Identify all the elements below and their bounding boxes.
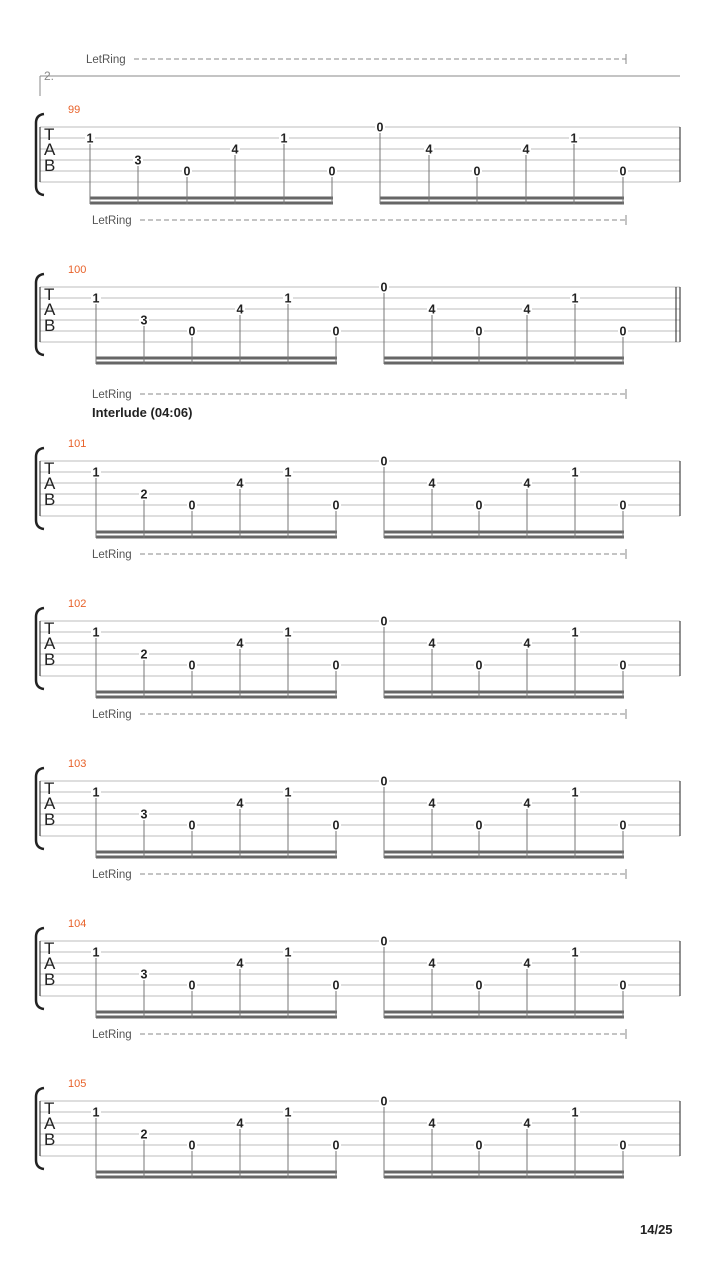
fret-number: 1 — [284, 785, 292, 800]
fret-number: 1 — [284, 1105, 292, 1120]
fret-number: 0 — [380, 934, 388, 949]
let-ring-label: LetRing — [92, 1029, 132, 1041]
fret-number: 1 — [284, 625, 292, 640]
let-ring-label: LetRing — [92, 549, 132, 561]
fret-number: 0 — [475, 324, 483, 339]
fret-number: 0 — [475, 818, 483, 833]
fret-number: 0 — [619, 818, 627, 833]
fret-number: 1 — [571, 465, 579, 480]
tab-clef-letter: B — [44, 650, 56, 669]
fret-number: 0 — [376, 120, 384, 135]
tab-clef-letter: T — [44, 459, 55, 478]
fret-number: 0 — [380, 774, 388, 789]
fret-number: 1 — [92, 945, 100, 960]
tab-clef-letter: B — [44, 1130, 56, 1149]
fret-number: 0 — [475, 978, 483, 993]
fret-number: 1 — [92, 465, 100, 480]
fret-number: 2 — [140, 647, 148, 662]
let-ring-label: LetRing — [92, 215, 132, 227]
let-ring-label: LetRing — [86, 54, 126, 66]
tab-clef-letter: T — [44, 779, 55, 798]
beam — [96, 531, 337, 534]
fret-number: 1 — [571, 945, 579, 960]
fret-number: 1 — [92, 625, 100, 640]
beam — [96, 691, 337, 694]
fret-number: 0 — [183, 164, 191, 179]
beam — [384, 362, 624, 365]
beam — [384, 696, 624, 699]
fret-number: 0 — [380, 454, 388, 469]
tab-clef-letter: T — [44, 619, 55, 638]
fret-number: 1 — [284, 465, 292, 480]
page-number: 14/25 — [640, 1222, 673, 1237]
tab-clef-letter: B — [44, 316, 56, 335]
fret-number: 0 — [188, 324, 196, 339]
fret-number: 0 — [380, 1094, 388, 1109]
fret-number: 4 — [428, 956, 436, 971]
let-ring-label: LetRing — [92, 869, 132, 881]
fret-number: 1 — [92, 785, 100, 800]
fret-number: 0 — [619, 978, 627, 993]
fret-number: 0 — [619, 164, 627, 179]
fret-number: 0 — [619, 324, 627, 339]
fret-number: 4 — [523, 476, 531, 491]
fret-number: 1 — [280, 131, 288, 146]
fret-number: 4 — [236, 302, 244, 317]
beam — [384, 1016, 624, 1019]
fret-number: 1 — [570, 131, 578, 146]
beam — [380, 202, 624, 205]
fret-number: 0 — [332, 658, 340, 673]
tab-clef-letter: A — [44, 474, 56, 493]
beam — [96, 1016, 337, 1019]
fret-number: 0 — [380, 280, 388, 295]
tab-clef-letter: T — [44, 939, 55, 958]
tab-clef-letter: A — [44, 794, 56, 813]
tab-clef-letter: B — [44, 810, 56, 829]
beam — [384, 357, 624, 360]
beam — [96, 357, 337, 360]
beam — [90, 197, 333, 200]
beam — [384, 1171, 624, 1174]
beam — [96, 536, 337, 539]
beam — [380, 197, 624, 200]
fret-number: 4 — [231, 142, 239, 157]
fret-number: 4 — [425, 142, 433, 157]
fret-number: 1 — [92, 1105, 100, 1120]
beam — [384, 851, 624, 854]
measure-number: 104 — [68, 918, 87, 930]
fret-number: 4 — [236, 796, 244, 811]
tab-clef-letter: T — [44, 1099, 55, 1118]
tab-clef-letter: A — [44, 954, 56, 973]
beam — [384, 531, 624, 534]
fret-number: 0 — [188, 498, 196, 513]
beam — [96, 1171, 337, 1174]
fret-number: 0 — [475, 1138, 483, 1153]
fret-number: 4 — [428, 796, 436, 811]
fret-number: 1 — [284, 945, 292, 960]
fret-number: 0 — [619, 658, 627, 673]
tab-clef-letter: A — [44, 140, 56, 159]
fret-number: 4 — [236, 636, 244, 651]
beam — [384, 1011, 624, 1014]
measure-number: 100 — [68, 264, 87, 276]
volta-label: 2. — [44, 69, 55, 83]
fret-number: 1 — [92, 291, 100, 306]
fret-number: 4 — [236, 1116, 244, 1131]
beam — [96, 1176, 337, 1179]
beam — [96, 1011, 337, 1014]
let-ring-label: LetRing — [92, 389, 132, 401]
fret-number: 1 — [571, 785, 579, 800]
tab-clef-letter: A — [44, 634, 56, 653]
fret-number: 1 — [571, 1105, 579, 1120]
fret-number: 4 — [428, 302, 436, 317]
tab-clef-letter: B — [44, 490, 56, 509]
beam — [384, 691, 624, 694]
fret-number: 3 — [140, 313, 148, 328]
fret-number: 1 — [571, 625, 579, 640]
fret-number: 0 — [332, 978, 340, 993]
fret-number: 0 — [475, 658, 483, 673]
tab-clef-letter: B — [44, 970, 56, 989]
measure-number: 103 — [68, 758, 87, 770]
beam — [96, 856, 337, 859]
beam — [90, 202, 333, 205]
fret-number: 4 — [523, 796, 531, 811]
fret-number: 4 — [522, 142, 530, 157]
fret-number: 0 — [332, 498, 340, 513]
fret-number: 4 — [523, 1116, 531, 1131]
measure-number: 102 — [68, 598, 87, 610]
fret-number: 0 — [332, 1138, 340, 1153]
fret-number: 0 — [188, 658, 196, 673]
tab-clef-letter: B — [44, 156, 56, 175]
measure-number: 105 — [68, 1078, 87, 1090]
fret-number: 0 — [188, 1138, 196, 1153]
fret-number: 0 — [332, 324, 340, 339]
beam — [96, 696, 337, 699]
fret-number: 4 — [428, 1116, 436, 1131]
beam — [96, 851, 337, 854]
fret-number: 0 — [332, 818, 340, 833]
fret-number: 0 — [475, 498, 483, 513]
fret-number: 4 — [236, 956, 244, 971]
beam — [384, 856, 624, 859]
tab-clef-letter: A — [44, 300, 56, 319]
fret-number: 1 — [284, 291, 292, 306]
measure-number: 101 — [68, 438, 87, 450]
fret-number: 0 — [188, 818, 196, 833]
fret-number: 3 — [140, 807, 148, 822]
let-ring-label: LetRing — [92, 709, 132, 721]
fret-number: 0 — [619, 1138, 627, 1153]
fret-number: 0 — [328, 164, 336, 179]
fret-number: 4 — [428, 636, 436, 651]
fret-number: 3 — [134, 153, 142, 168]
beam — [96, 362, 337, 365]
fret-number: 3 — [140, 967, 148, 982]
tab-clef-letter: T — [44, 125, 55, 144]
measure-number: 99 — [68, 104, 81, 116]
fret-number: 1 — [571, 291, 579, 306]
fret-number: 1 — [86, 131, 94, 146]
tab-clef-letter: A — [44, 1114, 56, 1133]
fret-number: 0 — [188, 978, 196, 993]
fret-number: 4 — [236, 476, 244, 491]
tab-clef-letter: T — [44, 285, 55, 304]
fret-number: 0 — [473, 164, 481, 179]
beam — [384, 536, 624, 539]
fret-number: 4 — [428, 476, 436, 491]
fret-number: 2 — [140, 487, 148, 502]
fret-number: 4 — [523, 636, 531, 651]
beam — [384, 1176, 624, 1179]
section-title: Interlude (04:06) — [92, 405, 193, 420]
fret-number: 4 — [523, 302, 531, 317]
fret-number: 0 — [380, 614, 388, 629]
fret-number: 0 — [619, 498, 627, 513]
fret-number: 2 — [140, 1127, 148, 1142]
fret-number: 4 — [523, 956, 531, 971]
